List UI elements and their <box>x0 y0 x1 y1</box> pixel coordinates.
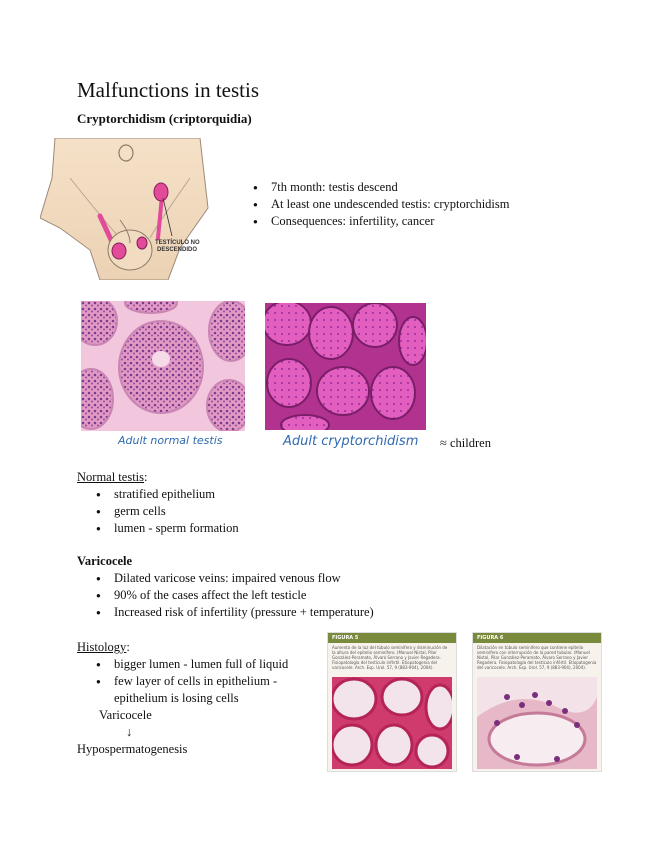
figure-6-image <box>477 677 597 769</box>
histology-cryptorchidism-image <box>265 303 426 430</box>
list-item: ● few layer of cells in epithelium - <box>96 673 326 690</box>
list-item: ● germ cells <box>96 503 239 520</box>
figure-5-label: FIGURA 5 <box>328 633 456 643</box>
figure-5-image <box>332 677 452 769</box>
normal-testis-bullets <box>96 486 239 537</box>
list-item: ● At least one undescended testis: cryptorchidism <box>253 196 509 213</box>
flow-varicocele: Varicocele <box>99 708 152 722</box>
diagram-label-2: DESCENDIDO <box>157 247 198 253</box>
list-item: ● 90% of the cases affect the left testicle <box>96 587 374 604</box>
figure-6-text: Dilatación en túbulo seminífero que contiene epitelio seminífero con interrupción de la pared tubular. (Manuel Nistal, Pilar González-Peramato, Álvaro Serrano y Javier Regadera. Fisiopatología del testículo infértil. Etiopatogenia del varicocele. Arch. Esp. Urol. 57, 9 (883-904), 2004). <box>477 645 597 670</box>
figure-5 <box>327 632 457 772</box>
list-item: ● Dilated varicose veins: impaired venous flow <box>96 570 374 587</box>
histology-continuation: epithelium is losing cells <box>114 691 239 705</box>
down-arrow-icon: ↓ <box>126 725 133 739</box>
flow-hypospermatogenesis: Hypospermatogenesis <box>77 742 188 756</box>
list-item: ● Consequences: infertility, cancer <box>253 213 509 230</box>
cryptorchidism-diagram <box>40 138 212 280</box>
varicocele-heading: Varicocele <box>77 554 133 568</box>
list-item: ● stratified epithelium <box>96 486 239 503</box>
list-item: ● bigger lumen - lumen full of liquid <box>96 656 326 673</box>
diagram-label-1: TESTÍCULO NO <box>155 240 200 246</box>
children-note: ≈ children <box>440 436 491 450</box>
cryptorchidism-heading: Cryptorchidism (criptorquidia) <box>77 111 252 126</box>
histology-bullets <box>96 656 326 690</box>
list-item: ● 7th month: testis descend <box>253 179 509 196</box>
varicocele-bullets <box>96 570 374 621</box>
caption-cryptorchidism: Adult cryptorchidism <box>283 434 419 449</box>
figure-5-text: Aumento de la luz del túbulo seminífero y disminución de la altura del epitelio seminífero. (Manuel Nistal, Pilar González-Peramato, Álvaro Serrano y Javier Regadera. Fisiopatología del testículo infértil. Etiopatogenia del varicocele. Arch. Esp. Urol. 57, 9 (883-904), 2004). <box>332 645 448 670</box>
histology-normal-image <box>81 301 245 431</box>
page-title: Malfunctions in testis <box>77 78 259 102</box>
list-item: ● lumen - sperm formation <box>96 520 239 537</box>
cryptorchidism-bullets <box>253 179 509 230</box>
caption-normal: Adult normal testis <box>118 434 223 447</box>
histology-heading: Histology: <box>77 640 130 654</box>
normal-testis-heading: Normal testis: <box>77 470 148 484</box>
figure-6-label: FIGURA 6 <box>473 633 601 643</box>
figure-6 <box>472 632 602 772</box>
list-item: ● Increased risk of infertility (pressure + temperature) <box>96 604 374 621</box>
